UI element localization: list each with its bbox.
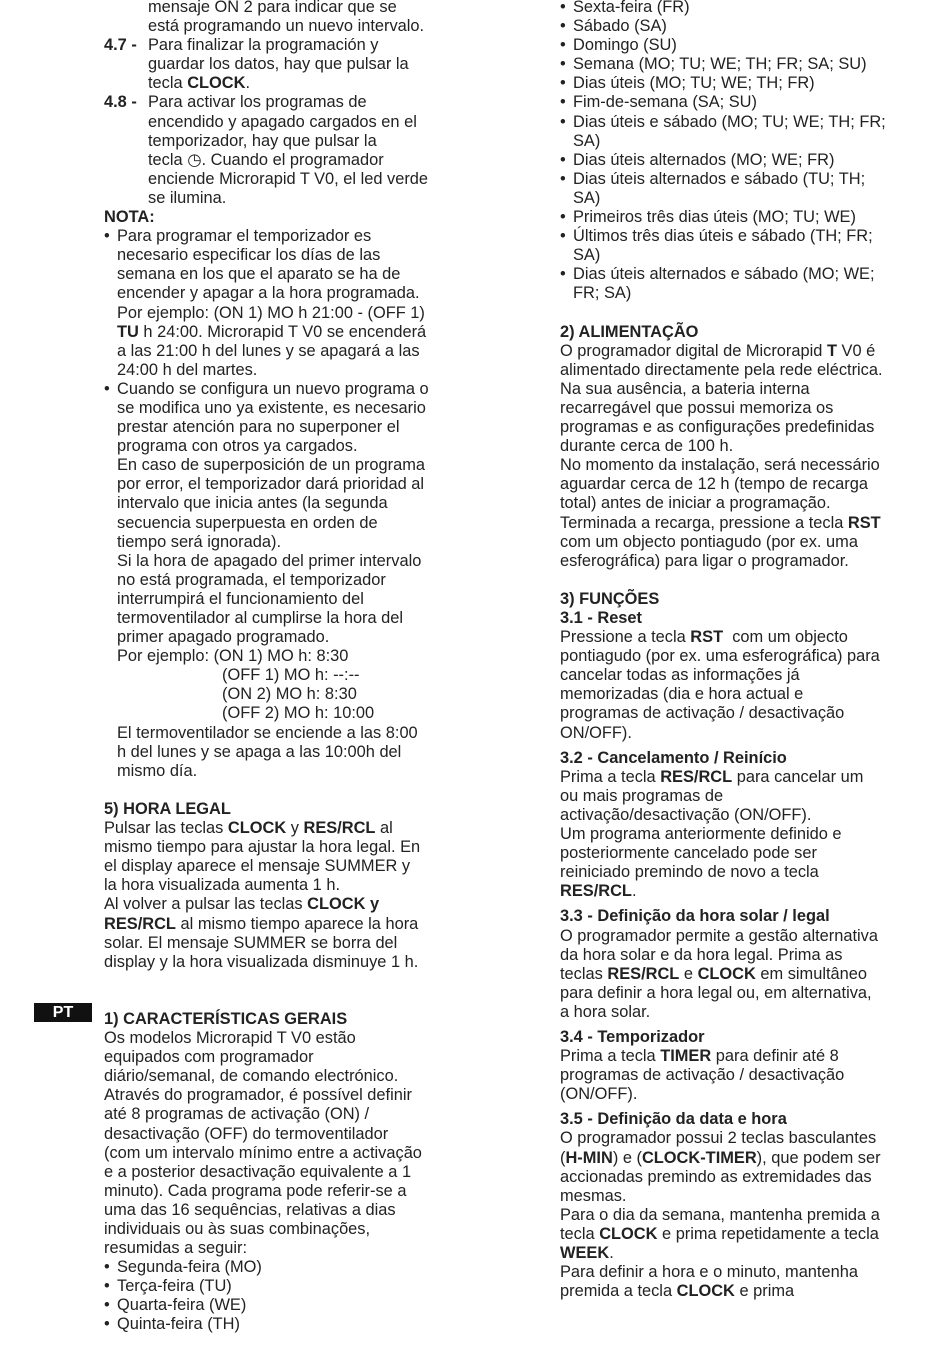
- text: .: [631, 882, 637, 901]
- bullet-icon: •: [560, 36, 566, 55]
- example-line: (OFF 1) MO h: --:--: [222, 666, 360, 685]
- paragraph-line: [560, 628, 920, 647]
- day-label-cont: FR; SA): [573, 284, 632, 303]
- text: e: [679, 964, 698, 983]
- paragraph-line: da hora solar e da hora legal. Prima as: [560, 945, 843, 964]
- key-clock: CLOCK: [697, 964, 756, 983]
- bullet-icon: •: [560, 55, 566, 74]
- text: teclas: [560, 964, 608, 983]
- text: Pulsar las teclas: [104, 819, 228, 838]
- paragraph-line: Para definir a hora e o minuto, mantenha: [560, 1263, 858, 1282]
- bullet-icon: •: [104, 1296, 110, 1315]
- text: com um objecto: [723, 628, 848, 647]
- text: Terminada a recarga, pressione a tecla: [560, 513, 848, 532]
- paragraph-line: Os modelos Microrapid T V0 estão: [104, 1029, 356, 1048]
- paragraph-line: pontiagudo (por ex. uma esferográfica) para: [560, 647, 880, 666]
- key-clock: CLOCK: [227, 819, 287, 838]
- section-3-2-heading: 3.2 - Cancelamento / Reinício: [560, 748, 787, 767]
- bullet-icon: •: [560, 227, 566, 246]
- bullet-line: Por ejemplo: (ON 1) MO h: 8:30: [117, 647, 349, 666]
- text: ), que podem ser: [756, 1148, 881, 1167]
- day-label: Sexta-feira (FR): [573, 0, 690, 16]
- step-line: guardar los datos, hay que pulsar la: [148, 55, 409, 74]
- paragraph-line: minuto). Cada programa pode referir-se a: [104, 1181, 407, 1200]
- paragraph-line: [560, 965, 920, 984]
- paragraph-line: [560, 1149, 920, 1168]
- language-badge-pt: PT: [34, 1003, 92, 1022]
- paragraph-line: com um objecto pontiagudo (por ex. uma: [560, 532, 858, 551]
- paragraph-line: activação/desactivação (ON/OFF).: [560, 805, 812, 824]
- step-line: Para activar los programas de: [148, 93, 367, 112]
- step-line: Para finalizar la programación y: [148, 36, 379, 55]
- paragraph-line: mensaje ON 2 para indicar que se: [148, 0, 397, 16]
- paragraph-line: programas de activação / desactivação: [560, 1066, 845, 1085]
- step-line: temporizador, hay que pulsar la: [148, 131, 377, 150]
- day-label-cont: SA): [573, 188, 601, 207]
- text: al mismo tiempo aparece la hora: [175, 914, 419, 933]
- day-label: Dias úteis alternados e sábado (TU; TH;: [573, 169, 866, 188]
- step-line: enciende Microrapid T V0, el led verde: [148, 169, 429, 188]
- section-3-5-heading: 3.5 - Definição da data e hora: [560, 1110, 787, 1129]
- step-line: [104, 74, 459, 93]
- text: tecla: [148, 74, 188, 93]
- paragraph-line: aguardar cerca de 12 h (tempo de recarga: [560, 475, 868, 494]
- text: Pressione a tecla: [560, 628, 691, 647]
- day-label: Dias úteis e sábado (MO; TU; WE; TH; FR;: [573, 112, 886, 131]
- day-label-cont: SA): [573, 246, 601, 265]
- bullet-icon: •: [560, 93, 566, 112]
- paragraph-line: solar. El mensaje SUMMER se borra del: [104, 933, 398, 952]
- paragraph-line: equipados com programador: [104, 1048, 314, 1067]
- paragraph-line: uma das 16 sequências, relativas a dias: [104, 1200, 396, 1219]
- bullet-icon: •: [560, 208, 566, 227]
- paragraph-line: a hora solar.: [560, 1002, 651, 1021]
- paragraph-line: programas de activação / desactivação: [560, 704, 845, 723]
- right-column: [560, 0, 920, 1301]
- paragraph-line: recarregável que possui memoriza os: [560, 398, 834, 417]
- pt-section-1-heading: 1) CARACTERÍSTICAS GERAIS: [104, 1009, 348, 1028]
- text: para cancelar um: [732, 767, 864, 786]
- paragraph-line: mismo tiempo para ajustar la hora legal. En: [104, 838, 421, 857]
- text: Al volver a pulsar las teclas: [104, 895, 308, 914]
- day-list-item: [104, 1315, 459, 1334]
- paragraph-line: total) antes de iniciar a programação.: [560, 494, 831, 513]
- section-3-4-heading: 3.4 - Temporizador: [560, 1027, 705, 1046]
- paragraph-line: posteriormente cancelado pode ser: [560, 844, 817, 863]
- bullet-icon: •: [560, 17, 566, 36]
- paragraph-line: para definir a hora legal ou, em alternativa,: [560, 983, 872, 1002]
- bullet-line: a las 21:00 h del lunes y se apagará a las: [117, 341, 420, 360]
- paragraph-line: programas e as configurações predefinidas: [560, 418, 875, 437]
- day-label: Dias úteis alternados e sábado (MO; WE;: [573, 265, 875, 284]
- day-list-item: [560, 170, 920, 189]
- text: tecla: [148, 150, 188, 169]
- bullet-line: En caso de superposición de un programa: [117, 456, 425, 475]
- paragraph-line: O programador permite a gestão alternativa: [560, 926, 878, 945]
- bullet-line: termoventilador al cumplirse la hora del: [117, 609, 404, 627]
- day-label: Domingo (SU): [573, 36, 677, 55]
- bullet-line: El termoventilador se enciende a las 8:00: [117, 723, 418, 742]
- paragraph-line: [560, 768, 920, 787]
- key-res-rcl: RES/RCL: [560, 882, 632, 901]
- paragraph-line: display y la hora visualizada disminuye 1 h.: [104, 952, 419, 971]
- bullet-line: se modifica uno ya existente, es necesario: [117, 398, 426, 417]
- key-h-min: H-MIN: [565, 1148, 613, 1167]
- key-clock: CLOCK: [599, 1224, 658, 1243]
- step-line: [104, 151, 459, 170]
- key-res-rcl: RES/RCL: [660, 767, 733, 786]
- day-list-item: [560, 93, 920, 112]
- paragraph-line: No momento da instalação, será necessário: [560, 456, 880, 475]
- step-4-8: [104, 93, 459, 112]
- clock-icon: ◷: [187, 150, 202, 169]
- paragraph-line: memorizadas (dia e hora actual e: [560, 685, 804, 704]
- paragraph-line: mesmas.: [560, 1186, 627, 1205]
- paragraph-line: el display aparece el mensaje SUMMER y: [104, 857, 411, 876]
- text: e prima: [734, 1282, 795, 1301]
- bullet-icon: •: [560, 0, 566, 16]
- paragraph-line: [104, 819, 459, 838]
- bullet-line: por error, el temporizador dará prioridad al: [117, 475, 425, 494]
- key-clock-timer: CLOCK-TIMER: [641, 1148, 757, 1167]
- key-res-rcl: RES/RCL: [104, 914, 176, 933]
- bullet-line: secuencia superpuesta en orden de: [117, 513, 378, 532]
- text: ) e (: [612, 1148, 642, 1167]
- paragraph-line: [560, 342, 920, 361]
- paragraph-line: está programando un nuevo intervalo.: [148, 17, 425, 36]
- bullet-icon: •: [560, 150, 566, 169]
- day-list-item: [560, 113, 920, 132]
- paragraph-line: [560, 514, 920, 533]
- step-number: 4.8 -: [104, 93, 137, 112]
- paragraph-line: diário/semanal, de comando electrónico.: [104, 1067, 399, 1086]
- paragraph-line: [104, 895, 459, 914]
- day-label: Terça-feira (TU): [117, 1277, 232, 1296]
- key-res-rcl: RES/RCL: [607, 964, 680, 983]
- left-column: [104, 0, 459, 1335]
- bullet-line: programa con otros ya cargados.: [117, 437, 358, 456]
- day-list-item: [560, 55, 920, 74]
- paragraph-line: [104, 915, 459, 934]
- text: y: [286, 819, 304, 838]
- paragraph-line: [560, 1244, 920, 1263]
- text: e prima repetidamente a tecla: [657, 1224, 879, 1243]
- text: Prima a tecla: [560, 767, 661, 786]
- paragraph-line: la hora visualizada aumenta 1 h.: [104, 876, 340, 895]
- day-list-item: [560, 17, 920, 36]
- bullet-icon: •: [104, 227, 110, 246]
- day-list-item: [560, 265, 920, 284]
- example-line: (ON 2) MO h: 8:30: [222, 685, 357, 704]
- text: em simultâneo: [755, 964, 867, 983]
- key-clock: CLOCK: [187, 74, 246, 93]
- step-number: 4.7 -: [104, 36, 137, 55]
- paragraph-line: e a posterior desactivação equivalente a 1: [104, 1162, 412, 1181]
- bullet-icon: •: [560, 169, 566, 188]
- paragraph-line: ON/OFF).: [560, 723, 632, 742]
- bullet-line: Cuando se configura un nuevo programa o: [117, 379, 429, 398]
- text: Prima a tecla: [560, 1047, 661, 1066]
- step-4-7: [104, 36, 459, 55]
- bullet-line: tiempo será ignorada).: [117, 532, 281, 551]
- example-line: (OFF 2) MO h: 10:00: [222, 704, 375, 723]
- nota-heading: NOTA:: [104, 208, 155, 227]
- day-list-item: [560, 74, 920, 93]
- text: .: [245, 74, 251, 93]
- bullet-line: prestar atención para no superponer el: [117, 418, 400, 437]
- paragraph-line: (ON/OFF).: [560, 1085, 638, 1104]
- bullet-line: mismo día.: [117, 761, 198, 780]
- bullet-icon: •: [560, 265, 566, 284]
- day-list-item: [560, 0, 920, 17]
- bullet-line: Si la hora de apagado del primer intervalo: [117, 551, 422, 570]
- key-clock: CLOCK: [676, 1282, 735, 1301]
- text: .: [609, 1244, 614, 1262]
- key-week: WEEK: [560, 1244, 610, 1262]
- paragraph-line: (com um intervalo mínimo entre a activação: [104, 1143, 422, 1162]
- bullet-line: [104, 323, 459, 342]
- paragraph-line: durante cerca de 100 h.: [560, 437, 734, 456]
- text: . Cuando el programador: [201, 150, 384, 169]
- nota-bullet-2: [104, 380, 459, 399]
- day-list-item: [560, 227, 920, 246]
- paragraph-line: reiniciado premindo de novo a tecla: [560, 863, 819, 882]
- day-label: Últimos três dias úteis e sábado (TH; FR;: [573, 227, 873, 246]
- day-label: Dias úteis alternados (MO; WE; FR): [573, 150, 835, 169]
- paragraph-line: alimentado directamente pela rede eléctrica.: [560, 360, 883, 379]
- paragraph-line: O programador possui 2 teclas basculantes: [560, 1129, 877, 1148]
- day-label: Primeiros três dias úteis (MO; TU; WE): [573, 208, 856, 227]
- bullet-line: 24:00 h del martes.: [117, 360, 258, 379]
- bullet-line: encender y apagar a la hora programada.: [117, 284, 420, 303]
- section-3-1-heading: 3.1 - Reset: [560, 609, 642, 627]
- key-rst: RST: [690, 628, 724, 647]
- section-2-heading: 2) ALIMENTAÇÃO: [560, 322, 699, 341]
- model-t: T: [826, 341, 837, 360]
- bullet-icon: •: [104, 379, 110, 398]
- key-res-rcl: RES/RCL: [303, 819, 376, 838]
- paragraph-line: ou mais programas de: [560, 786, 724, 805]
- bullet-icon: •: [560, 112, 566, 131]
- day-list-item: [560, 36, 920, 55]
- bullet-line: Para programar el temporizador es: [117, 227, 372, 246]
- text: V0 é: [836, 341, 876, 360]
- day-list-item: [560, 208, 920, 227]
- bullet-line: intervalo que inicia antes (la segunda: [117, 494, 388, 513]
- paragraph-line: esferográfica) para ligar o programador.: [560, 551, 849, 570]
- day-label: Fim-de-semana (SA; SU): [573, 93, 757, 112]
- paragraph-line: desactivação (OFF) do termoventilador: [104, 1124, 389, 1143]
- step-line: se ilumina.: [148, 188, 227, 207]
- day-list-item: [104, 1258, 459, 1277]
- bullet-line: Por ejemplo: (ON 1) MO h 21:00 - (OFF 1): [117, 303, 425, 322]
- paragraph-line: [560, 1282, 920, 1301]
- day-list-item: [104, 1296, 459, 1315]
- paragraph-line: Na sua ausência, a bateria interna: [560, 379, 810, 398]
- text: premida a tecla: [560, 1282, 677, 1301]
- bullet-line: interrumpirá el funcionamiento del: [117, 589, 364, 608]
- paragraph-line: resumidas a seguir:: [104, 1239, 248, 1258]
- bullet-line: semana en los que el aparato se ha de: [117, 265, 401, 284]
- bullet-line: primer apagado programado.: [117, 628, 330, 647]
- day-label: Dias úteis (MO; TU; WE; TH; FR): [573, 74, 815, 93]
- day-label: Quinta-feira (TH): [117, 1315, 240, 1334]
- day-list-item: [560, 151, 920, 170]
- day-label-cont: SA): [573, 131, 601, 150]
- bullet-icon: •: [560, 74, 566, 93]
- paragraph-line: accionadas premindo as extremidades das: [560, 1167, 872, 1186]
- bullet-line: h del lunes y se apaga a las 10:00h del: [117, 742, 402, 761]
- section-3-heading: 3) FUNÇÕES: [560, 589, 660, 608]
- text: O programador digital de Microrapid: [560, 341, 827, 360]
- text: h 24:00. Microrapid T V0 se encenderá: [138, 322, 427, 341]
- day-tu: TU: [117, 322, 139, 341]
- day-label: Quarta-feira (WE): [117, 1296, 247, 1315]
- section-3-3-heading: 3.3 - Definição da hora solar / legal: [560, 907, 830, 926]
- text: al: [375, 819, 393, 838]
- bullet-icon: •: [104, 1277, 110, 1296]
- paragraph-line: Para o dia da semana, mantenha premida a: [560, 1205, 880, 1224]
- day-label: Semana (MO; TU; WE; TH; FR; SA; SU): [573, 55, 867, 74]
- day-list-item: [104, 1277, 459, 1296]
- key-rst: RST: [847, 513, 881, 532]
- nota-bullet-1: [104, 227, 459, 246]
- paragraph-line: Através do programador, é possível definir: [104, 1086, 412, 1105]
- text: tecla: [560, 1224, 600, 1243]
- step-line: encendido y apagado cargados en el: [148, 112, 417, 131]
- section-5-heading: 5) HORA LEGAL: [104, 799, 231, 818]
- paragraph-line: [560, 1225, 920, 1244]
- bullet-icon: •: [104, 1315, 110, 1334]
- paragraph-line: [560, 882, 920, 901]
- paragraph-line: [560, 1047, 920, 1066]
- bullet-icon: •: [104, 1258, 110, 1277]
- paragraph-line: até 8 programas de activação (ON) /: [104, 1105, 370, 1124]
- bullet-line: necesario especificar los días de las: [117, 246, 381, 265]
- key-clock: CLOCK y: [307, 895, 380, 914]
- paragraph-line: cancelar todas as informações já: [560, 666, 800, 685]
- text: (: [560, 1148, 566, 1167]
- key-timer: TIMER: [660, 1047, 712, 1066]
- day-label: Segunda-feira (MO): [117, 1258, 262, 1277]
- paragraph-line: Um programa anteriormente definido e: [560, 825, 842, 844]
- day-label: Sábado (SA): [573, 17, 667, 36]
- paragraph-line: individuais ou às suas combinações,: [104, 1220, 371, 1238]
- bullet-line: no está programada, el temporizador: [117, 570, 386, 589]
- text: para definir até 8: [711, 1047, 839, 1066]
